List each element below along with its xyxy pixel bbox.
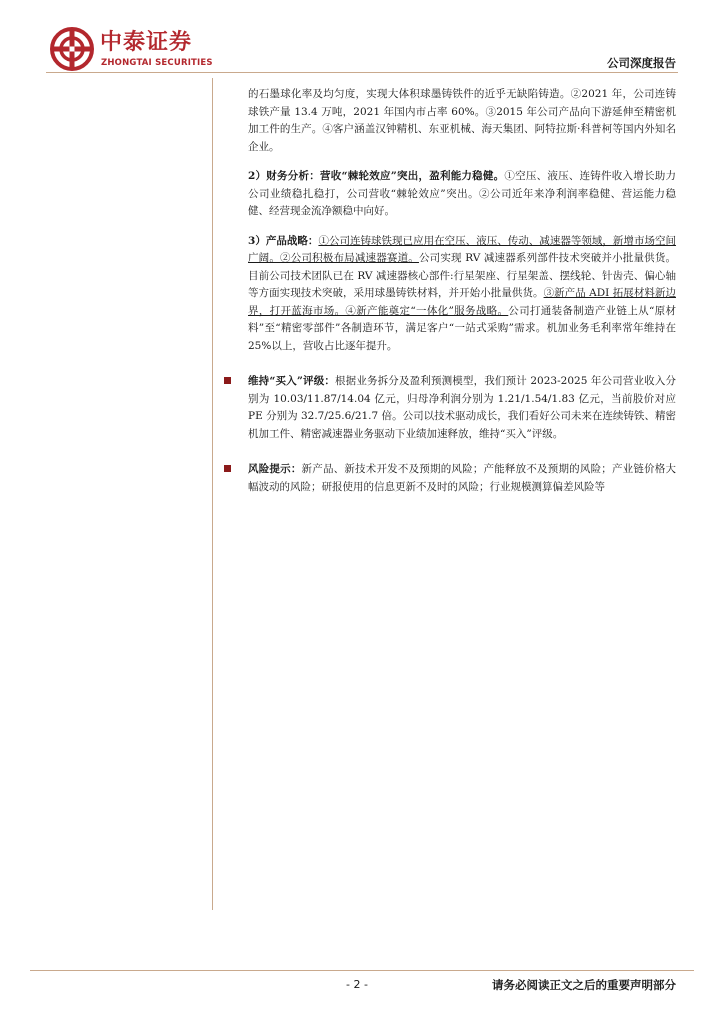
risk-item xyxy=(248,461,676,496)
product-strategy-underlined-2: ③新产品 ADI 拓展材料新边界，打开蓝海市场。④新产能奠定“一体化”服务战略。 xyxy=(248,287,676,317)
page-number: - 2 - xyxy=(346,978,368,991)
rating-item xyxy=(248,373,676,443)
paragraph-tech: 的石墨球化率及均匀度，实现大体积球墨铸铁件的近乎无缺陷铸造。②2021 年，公司连铸球铁产量 13.4 万吨，2021 年国内市占率 60%。③2015 年公司产品向下游延伸至精密机加工件的生产。④客户涵盖汉钟精机、东亚机械、海天集团、阿特拉斯·科普柯等国内外知名企业。 xyxy=(248,88,676,153)
rating-heading: 维持“买入”评级： xyxy=(248,375,336,387)
paragraph-product-strategy xyxy=(248,233,676,356)
risk-heading: 风险提示： xyxy=(248,463,302,475)
bullet-square-icon xyxy=(224,377,231,384)
footer-disclaimer: 请务必阅读正文之后的重要声明部分 xyxy=(492,978,676,992)
logo-icon xyxy=(50,27,94,71)
logo-text-cn: 中泰证券 xyxy=(100,30,193,55)
product-strategy-text-1: 公司实现 RV 减速器系列部件技术突破并小批量供货。目前公司技术团队已在 RV 减速器核心部件:行星架座、行星架盖、摆线轮、针齿壳、偏心轴等方面实现技术突破，采用球墨铸铁材料，并开始小批量供货。 xyxy=(248,252,677,299)
risk-text: 新产品、新技术开发不及预期的风险；产能释放不及预期的风险；产业链价格大幅波动的风险；研报使用的信息更新不及时的风险；行业规模测算偏差风险等 xyxy=(248,463,677,493)
report-body xyxy=(248,86,676,496)
footer-divider xyxy=(30,970,694,971)
header-divider xyxy=(46,72,678,73)
company-logo xyxy=(50,27,220,75)
rating-text: 根据业务拆分及盈利预测模型，我们预计 2023-2025 年公司营业收入分别为 10.03/11.87/14.04 亿元，归母净利润分别为 1.21/1.54/1.83 亿元，当前股价对应 PE 分别为 32.7/25.6/21.7 倍。公司以技术驱动成长，我们看好公司未来在连续铸铁、精密机加工件、精密减速器业务驱动下业绩加速释放，维持“买入”评级。 xyxy=(248,375,676,440)
logo-text-en: ZHONGTAI SECURITIES xyxy=(101,58,213,68)
report-type-label: 公司深度报告 xyxy=(607,56,676,70)
bullet-square-icon xyxy=(224,465,231,472)
financial-heading: 2）财务分析：营收“棘轮效应”突出，盈利能力稳健。 xyxy=(248,170,505,182)
financial-text: ①空压、液压、连铸件收入增长助力公司业绩稳扎稳打，公司营收“棘轮效应”突出。②公司近年来净利润率稳健、营运能力稳健、经营现金流净额稳中向好。 xyxy=(248,170,676,217)
left-column-divider xyxy=(212,78,213,910)
paragraph-financial xyxy=(248,168,676,221)
product-strategy-heading: 3）产品战略： xyxy=(248,234,319,247)
product-strategy-text-2: 公司打通装备制造产业链上从“原材料”至“精密零部件”各制造环节，满足客户“一站式采购”需求。机加业务毛利率常年维持在 25%以上，营收占比逐年提升。 xyxy=(248,304,676,352)
product-strategy-underlined-1: ①公司连铸球铁现已应用在空压、液压、传动、减速器等领域，新增市场空间广阔。②公司积极布局减速器赛道。 xyxy=(248,234,677,264)
